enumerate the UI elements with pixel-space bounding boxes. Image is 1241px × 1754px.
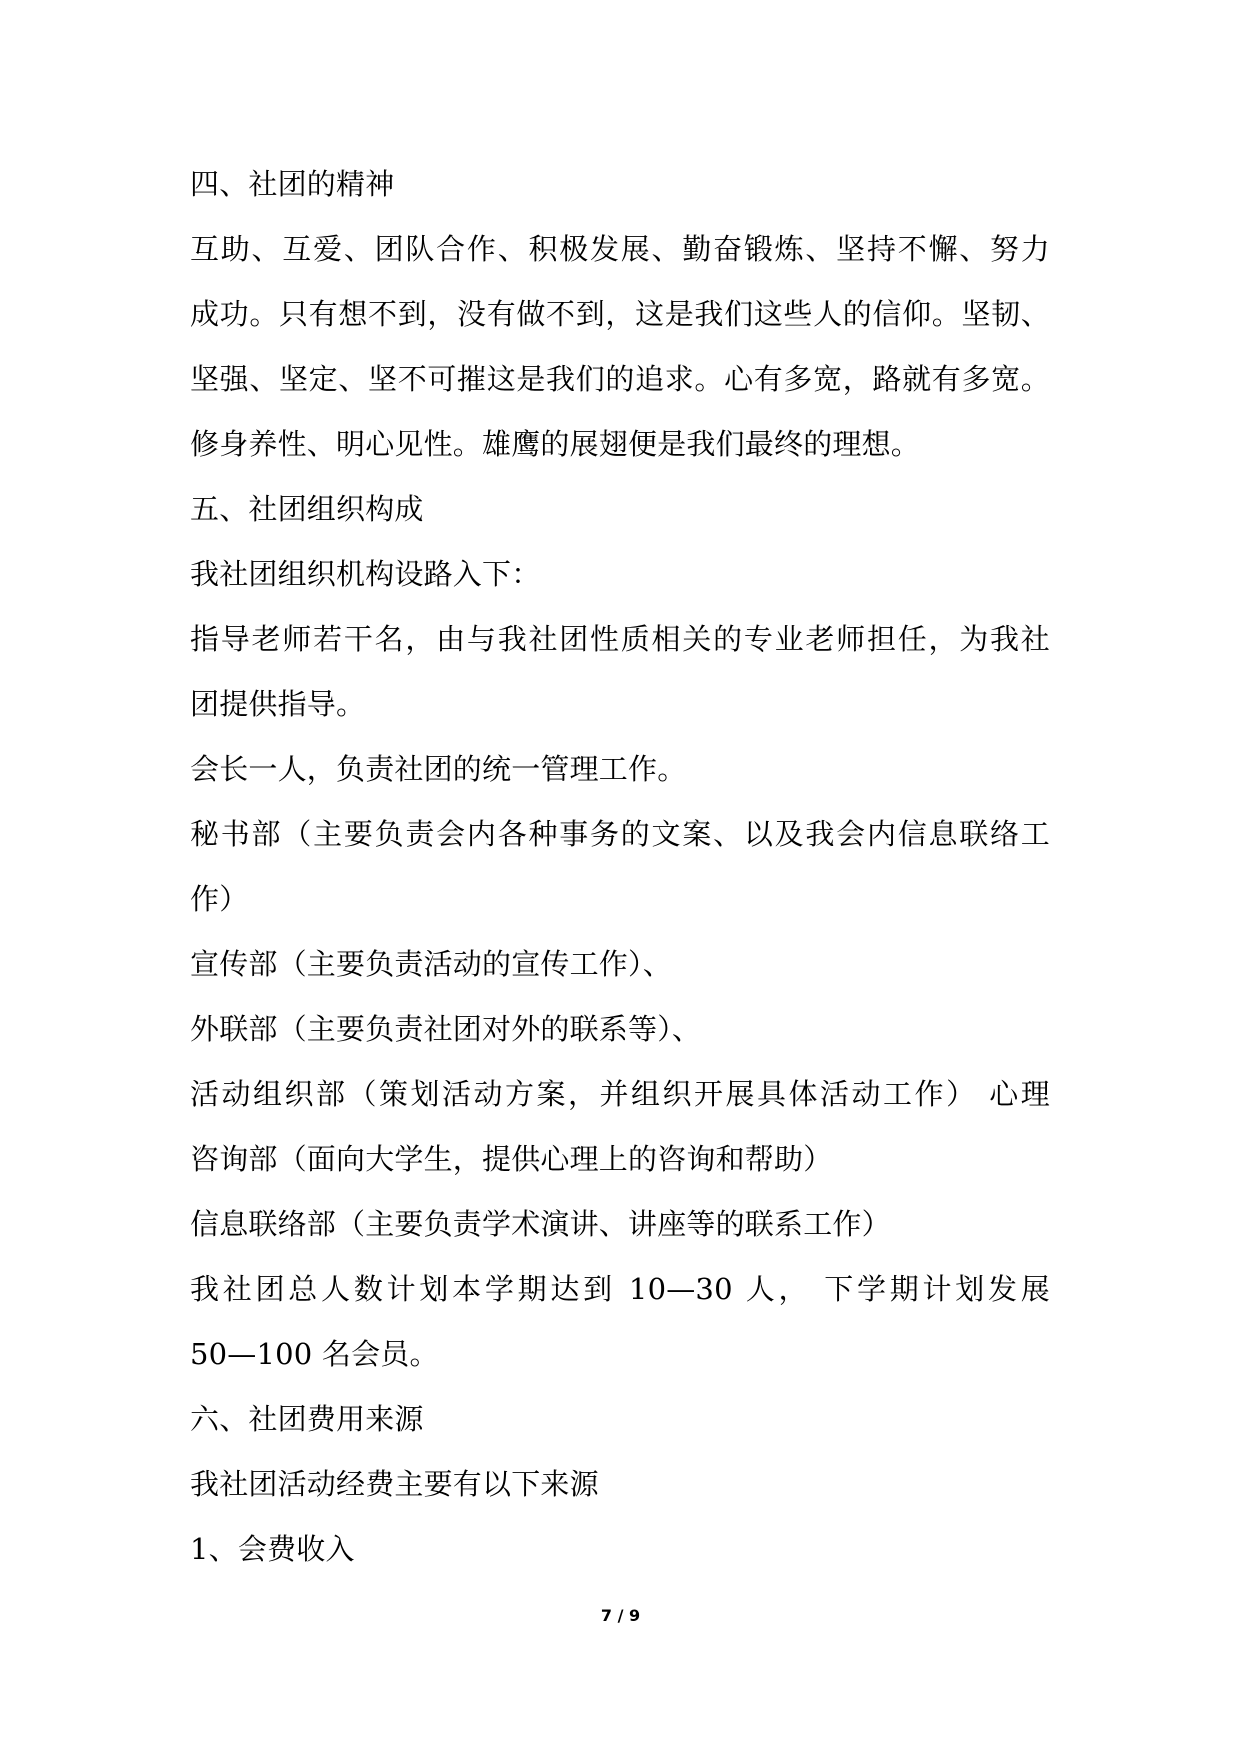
paragraph-line: 我社团总人数计划本学期达到 10—30 人， 下学期计划发展 bbox=[190, 1272, 1050, 1306]
paragraph-line: 我社团组织机构设路入下： bbox=[190, 557, 541, 591]
paragraph-line: 秘书部（主要负责会内各种事务的文案、以及我会内信息联络工 bbox=[190, 817, 1050, 851]
paragraph-line: 指导老师若干名，由与我社团性质相关的专业老师担任，为我社 bbox=[190, 622, 1050, 656]
paragraph-line: 咨询部（面向大学生，提供心理上的咨询和帮助） bbox=[190, 1142, 833, 1176]
paragraph-line: 我社团活动经费主要有以下来源 bbox=[190, 1467, 599, 1501]
paragraph-line: 宣传部（主要负责活动的宣传工作）、 bbox=[190, 947, 672, 981]
paragraph-line: 外联部（主要负责社团对外的联系等）、 bbox=[190, 1012, 702, 1046]
paragraph-line: 成功。只有想不到，没有做不到，这是我们这些人的信仰。坚韧、 bbox=[190, 297, 1050, 331]
paragraph-line: 50—100 名会员。 bbox=[190, 1337, 439, 1371]
document-body bbox=[190, 152, 1050, 1582]
list-item: 1、会费收入 bbox=[190, 1532, 355, 1566]
section-heading-funding: 六、社团费用来源 bbox=[190, 1402, 424, 1436]
paragraph-line: 活动组织部（策划活动方案，并组织开展具体活动工作） 心理 bbox=[190, 1077, 1050, 1111]
paragraph-line: 坚强、坚定、坚不可摧这是我们的追求。心有多宽，路就有多宽。 bbox=[190, 362, 1050, 396]
paragraph-line: 互助、互爱、团队合作、积极发展、勤奋锻炼、坚持不懈、努力 bbox=[190, 232, 1050, 266]
paragraph-line: 会长一人，负责社团的统一管理工作。 bbox=[190, 752, 687, 786]
paragraph-line: 修身养性、明心见性。雄鹰的展翅便是我们最终的理想。 bbox=[190, 427, 921, 461]
paragraph-line: 团提供指导。 bbox=[190, 687, 366, 721]
paragraph-line: 信息联络部（主要负责学术演讲、讲座等的联系工作） bbox=[190, 1207, 891, 1241]
section-heading-spirit: 四、社团的精神 bbox=[190, 167, 395, 201]
section-heading-organization: 五、社团组织构成 bbox=[190, 492, 424, 526]
paragraph-line: 作） bbox=[190, 882, 249, 916]
page-number: 7 / 9 bbox=[600, 1606, 641, 1625]
